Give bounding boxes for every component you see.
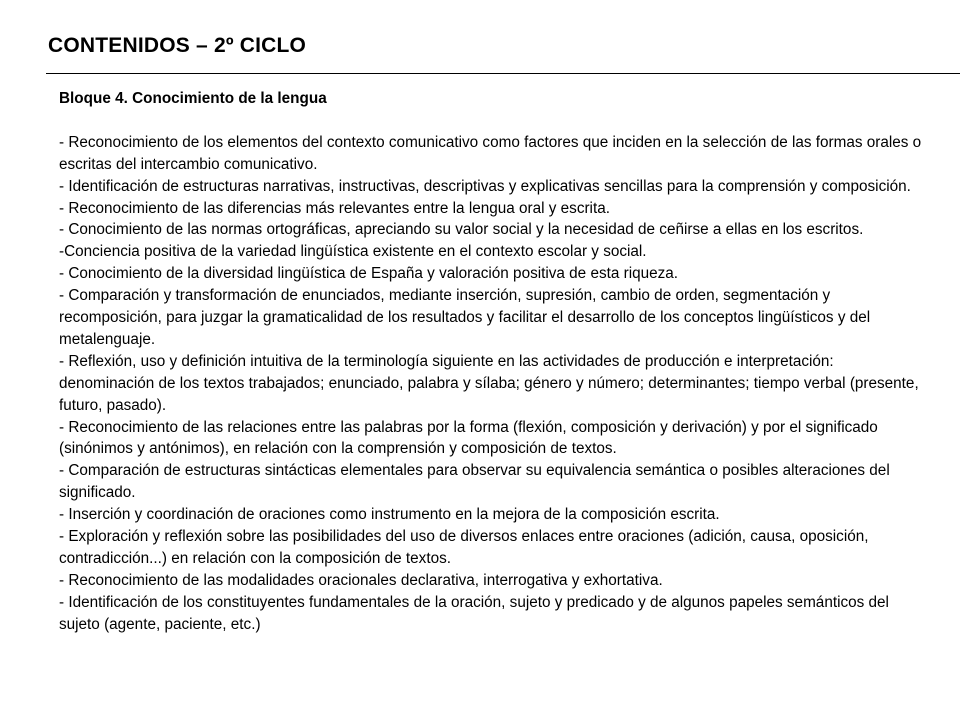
content-item: - Identificación de estructuras narrativas, instructivas, descriptivas y explicativas sencillas para la comprensión y composición.	[59, 177, 911, 195]
content-item: -Conciencia positiva de la variedad lingüística existente en el contexto escolar y social.	[59, 243, 647, 261]
content-item: - Reconocimiento de las modalidades oracionales declarativa, interrogativa y exhortativa.	[59, 571, 663, 589]
content-block	[59, 88, 924, 636]
content-item: - Comparación y transformación de enunciados, mediante inserción, supresión, cambio de orden, segmentación y recomposición, para juzgar la gramaticalidad de los resultados y facilitar el desarrollo de los conceptos lingüísticos y del metalenguaje.	[59, 287, 871, 348]
content-item: - Reconocimiento de los elementos del contexto comunicativo como factores que inciden en la selección de las formas orales o escritas del intercambio comunicativo.	[59, 133, 922, 173]
content-item: - Identificación de los constituyentes fundamentales de la oración, sujeto y predicado y de algunos papeles semánticos del sujeto (agente, paciente, etc.)	[59, 593, 889, 633]
content-item: - Comparación de estructuras sintácticas elementales para observar su equivalencia semántica o posibles alteraciones del significado.	[59, 462, 890, 502]
content-item: - Inserción y coordinación de oraciones como instrumento en la mejora de la composición escrita.	[59, 506, 720, 524]
content-item: - Reconocimiento de las diferencias más relevantes entre la lengua oral y escrita.	[59, 199, 610, 217]
block-heading: Bloque 4. Conocimiento de la lengua	[59, 90, 327, 107]
content-item: - Conocimiento de la diversidad lingüística de España y valoración positiva de esta riqueza.	[59, 265, 679, 283]
content-item: - Reflexión, uso y definición intuitiva de la terminología siguiente en las actividades de producción e interpretación: denominación de los textos trabajados; enunciado, palabra y sílaba; género y número; determinantes; tiempo verbal (presente, futuro, pasado).	[59, 352, 919, 414]
content-item: - Reconocimiento de las relaciones entre las palabras por la forma (flexión, composición y derivación) y por el significado (sinónimos y antónimos), en relación con la comprensión y composición de textos.	[59, 418, 878, 458]
title-divider	[46, 73, 960, 74]
content-item: - Exploración y reflexión sobre las posibilidades del uso de diversos enlaces entre oraciones (adición, causa, oposición, contradicción...) en relación con la composición de textos.	[59, 528, 869, 568]
content-item: - Conocimiento de las normas ortográficas, apreciando su valor social y la necesidad de ceñirse a ellas en los escritos.	[59, 221, 864, 239]
slide-title: CONTENIDOS – 2º CICLO	[48, 34, 307, 57]
